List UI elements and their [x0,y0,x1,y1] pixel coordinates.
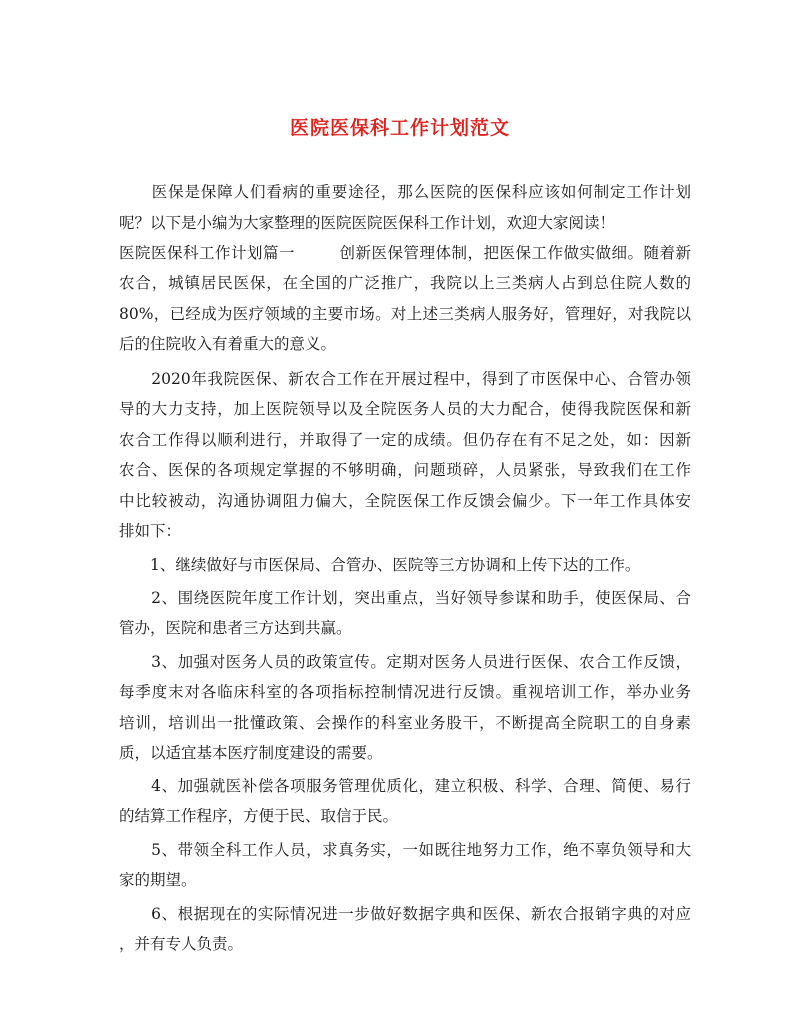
list-item: 3、加强对医务人员的政策宣传。定期对医务人员进行医保、农合工作反馈， [119,653,691,671]
paragraph-line: 培训，培训出一批懂政策、会操作的科室业务股干，不断提高全院职工的自身素 [119,714,691,732]
document-title: 医院医保科工作计划范文 [289,117,510,139]
section-heading: 医院医保科工作计划篇一 [119,244,295,262]
paragraph-line: 管办，医院和患者三方达到共赢。 [119,619,352,637]
paragraph-line: 农合，城镇居民医保，在全国的广泛推广，我院以上三类病人占到总住院人数的 [119,274,691,292]
paragraph-line: 医保是保障人们看病的重要途径，那么医院的医保科应该如何制定工作计划 [119,183,691,201]
paragraph-line: 的结算工作程序，方便于民、取信于民。 [119,807,399,825]
paragraph-line: 导的大力支持，加上医院领导以及全院医务人员的大力配合，使得我院医保和新 [119,400,691,418]
paragraph-line: 80%，已经成为医疗领域的主要市场。对上述三类病人服务好，管理好，对我院以 [119,305,691,323]
paragraph-line: 农合、医保的各项规定掌握的不够明确，问题琐碎，人员紧张，导致我们在工作 [119,461,691,479]
paragraph-line: 2020年我院医保、新农合工作在开展过程中，得到了市医保中心、合管办领 [119,370,691,388]
paragraph-line [119,243,691,263]
list-item: 4、加强就医补偿各项服务管理优质化，建立积极、科学、合理、简便、易行 [119,777,691,795]
paragraph-line: 每季度末对各临床科室的各项指标控制情况进行反馈。重视培训工作，举办业务 [119,683,691,701]
paragraph-line: 后的住院收入有着重大的意义。 [119,335,337,353]
paragraph-line: ，并有专人负责。 [119,935,244,953]
list-item: 2、围绕医院年度工作计划，突出重点，当好领导参谋和助手，使医保局、合 [119,589,691,607]
paragraph-line: 家的期望。 [119,871,197,889]
paragraph-line: 呢？以下是小编为大家整理的医院医院医保科工作计划，欢迎大家阅读！ [119,214,616,232]
paragraph-line: 中比较被动，沟通协调阻力偏大，全院医保工作反馈会偏少。下一年工作具体安 [119,492,691,510]
paragraph-line: 质，以适宜基本医疗制度建设的需要。 [119,744,383,762]
paragraph-line: 农合工作得以顺利进行，并取得了一定的成绩。但仍存在有不足之处，如：因新 [119,431,691,449]
list-item: 5、带领全科工作人员，求真务实，一如既往地努力工作，绝不辜负领导和大 [119,841,691,859]
list-item: 1、继续做好与市医保局、合管办、医院等三方协调和上传下达的工作。 [119,556,641,574]
paragraph-line: 排如下： [119,522,182,540]
paragraph-text: 创新医保管理体制，把医保工作做实做细。随着新 [339,244,691,262]
list-item: 6、根据现在的实际情况进一步做好数据字典和医保、新农合报销字典的对应 [119,905,691,923]
